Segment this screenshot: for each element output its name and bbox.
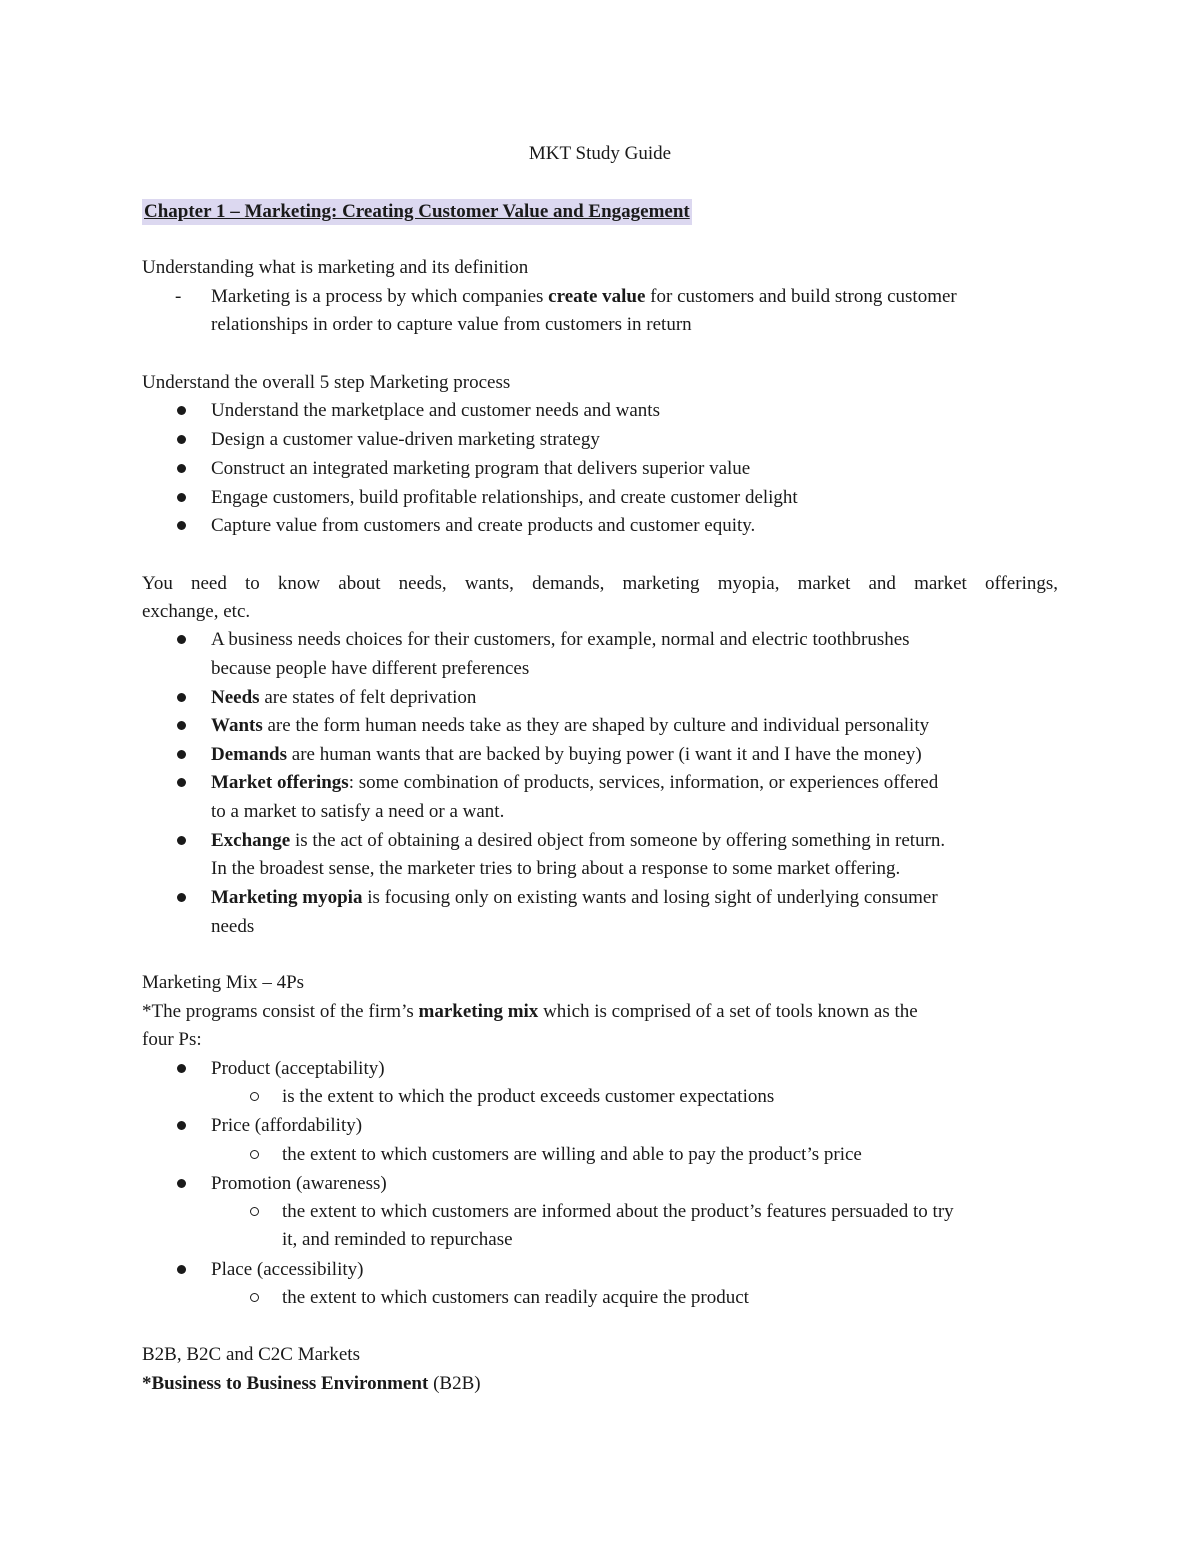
section-heading-marketing-mix: Marketing Mix – 4Ps (142, 972, 305, 993)
term-marketing-myopia: Marketing myopia (211, 887, 363, 908)
section-heading-definition: Understanding what is marketing and its definition (142, 257, 529, 278)
process-step: Construct an integrated marketing program that delivers superior value (211, 458, 751, 479)
concept-item-myopia (211, 886, 938, 910)
definition-demands: are human wants that are backed by buying power (i want it and I have the money) (287, 744, 922, 765)
process-step: Engage customers, build profitable relationships, and create customer delight (211, 487, 798, 508)
bullet-icon (177, 1064, 186, 1073)
section-intro-concepts-continued: exchange, etc. (142, 601, 251, 622)
hollow-bullet-icon (250, 1150, 259, 1159)
chapter-heading: Chapter 1 – Marketing: Creating Customer Value and Engagement (142, 199, 692, 225)
term-b2b: *Business to Business Environment (142, 1373, 429, 1394)
bullet-icon (177, 1179, 186, 1188)
four-p-promotion-detail-continued: it, and reminded to repurchase (282, 1229, 513, 1250)
bullet-icon (177, 1121, 186, 1130)
bullet-icon (177, 635, 186, 644)
b2b-abbreviation: (B2B) (428, 1373, 481, 1394)
marketing-mix-intro-pre: *The programs consist of the firm’s (142, 1001, 419, 1022)
four-p-price-detail: the extent to which customers are willing and able to pay the product’s price (282, 1144, 862, 1165)
concept-item-wants (211, 714, 929, 738)
four-p-price: Price (affordability) (211, 1115, 363, 1136)
definition-text-post: for customers and build strong customer (645, 286, 957, 307)
term-wants: Wants (211, 715, 263, 736)
concept-item-offerings (211, 771, 938, 795)
term-marketing-mix: marketing mix (418, 1001, 539, 1022)
bullet-icon (177, 464, 186, 473)
four-p-promotion: Promotion (awareness) (211, 1173, 387, 1194)
concept-item-choices: A business needs choices for their customers, for example, normal and electric toothbrushes (211, 629, 910, 650)
bullet-icon (177, 435, 186, 444)
bullet-icon (177, 406, 186, 415)
definition-marketing-myopia: is focusing only on existing wants and losing sight of underlying consumer (362, 887, 938, 908)
marketing-mix-intro (142, 1000, 918, 1024)
section-heading-process: Understand the overall 5 step Marketing process (142, 372, 511, 393)
term-demands: Demands (211, 744, 288, 765)
term-market-offerings: Market offerings (211, 772, 349, 793)
four-p-place-detail: the extent to which customers can readily acquire the product (282, 1287, 749, 1308)
hollow-bullet-icon (250, 1092, 259, 1101)
document-title: MKT Study Guide (528, 143, 672, 164)
section-heading-markets: B2B, B2C and C2C Markets (142, 1344, 360, 1365)
definition-wants: are the form human needs take as they are shaped by culture and individual personality (262, 715, 930, 736)
four-p-place: Place (accessibility) (211, 1259, 364, 1280)
definition-text-pre: Marketing is a process by which companies (211, 286, 549, 307)
bullet-icon (177, 721, 186, 730)
bullet-icon (177, 493, 186, 502)
hollow-bullet-icon (250, 1293, 259, 1302)
bullet-icon (177, 693, 186, 702)
definition-item-continued: relationships in order to capture value from customers in return (211, 314, 692, 335)
bullet-icon (177, 778, 186, 787)
process-step: Understand the marketplace and customer needs and wants (211, 400, 660, 421)
dash-marker: - (175, 286, 182, 307)
marketing-mix-intro-continued: four Ps: (142, 1029, 202, 1050)
concept-item-exchange-continued: In the broadest sense, the marketer tries to bring about a response to some market offering. (211, 858, 901, 879)
bullet-icon (177, 893, 186, 902)
process-step: Design a customer value-driven marketing strategy (211, 429, 600, 450)
bullet-icon (177, 836, 186, 845)
definition-item (211, 285, 957, 309)
concept-item-exchange (211, 829, 945, 853)
definition-exchange: is the act of obtaining a desired object from someone by offering something in return. (290, 830, 946, 851)
four-p-product-detail: is the extent to which the product exceeds customer expectations (282, 1086, 775, 1107)
markets-b2b-item (142, 1372, 481, 1396)
hollow-bullet-icon (250, 1207, 259, 1216)
four-p-product: Product (acceptability) (211, 1058, 385, 1079)
section-intro-concepts: You need to know about needs, wants, demands, marketing myopia, market and market offerings, (142, 573, 1058, 594)
concept-item-demands (211, 743, 922, 767)
bullet-icon (177, 1265, 186, 1274)
term-exchange: Exchange (211, 830, 291, 851)
concept-item-needs (211, 686, 476, 710)
concept-item-myopia-continued: needs (211, 916, 255, 937)
definition-market-offerings: : some combination of products, services, information, or experiences offered (348, 772, 939, 793)
concept-item-offerings-continued: to a market to satisfy a need or a want. (211, 801, 505, 822)
bullet-icon (177, 521, 186, 530)
term-needs: Needs (211, 687, 260, 708)
marketing-mix-intro-post: which is comprised of a set of tools known as the (538, 1001, 918, 1022)
definition-needs: are states of felt deprivation (259, 687, 477, 708)
bullet-icon (177, 750, 186, 759)
process-step: Capture value from customers and create products and customer equity. (211, 515, 756, 536)
definition-bold-term: create value (548, 286, 646, 307)
concept-item-choices-continued: because people have different preferences (211, 658, 530, 679)
four-p-promotion-detail: the extent to which customers are informed about the product’s features persuaded to try (282, 1201, 954, 1222)
